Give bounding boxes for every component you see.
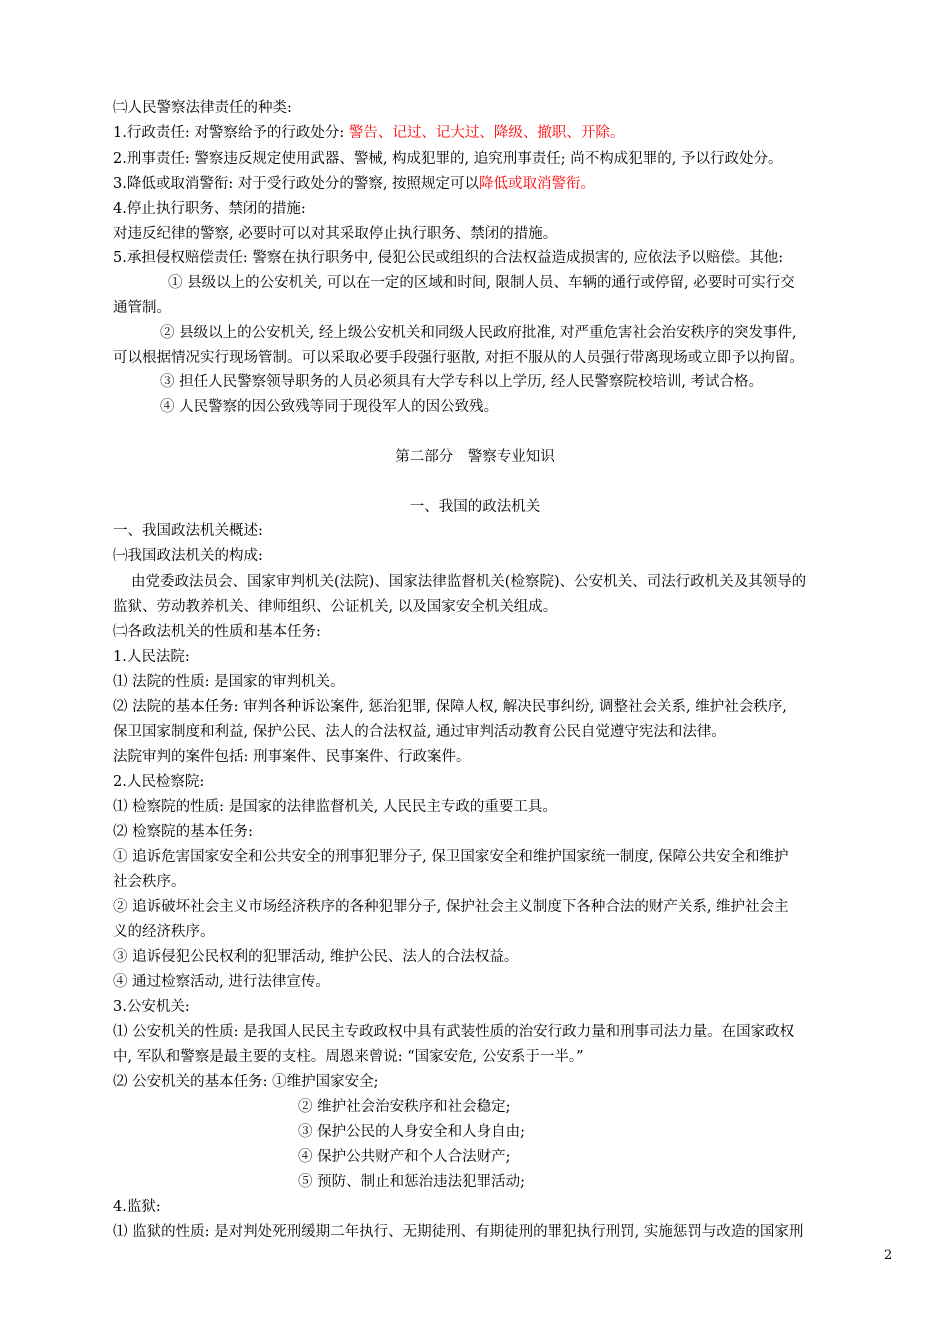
subsection-heading: ㈡各政法机关的性质和基本任务: <box>113 624 321 640</box>
text-line: ⑴ 监狱的性质: 是对判处死刑缓期二年执行、无期徒刑、有期徒刑的罪犯执行刑罚, 实施惩罚与改造的国家刑 <box>113 1224 804 1240</box>
text-line: ⑴ 公安机关的性质: 是我国人民民主专政政权中具有武装性质的治安行政力量和刑事司法力量。在国家政权 <box>113 1024 795 1040</box>
text-line: 监狱、劳动教养机关、律师组织、公证机关, 以及国家安全机关组成。 <box>113 599 558 615</box>
chapter-title: 一、我国的政法机关 <box>409 499 541 515</box>
item-administrative: 1.行政责任: 对警察给予的行政处分: 警告、记过、记大过、降级、撤职、开除。 <box>113 125 625 141</box>
subsection-heading: ㈠我国政法机关的构成: <box>113 548 263 564</box>
page-number: 2 <box>884 1248 893 1263</box>
item-heading: 3.公安机关: <box>113 999 190 1015</box>
text-line: ② 县级以上的公安机关, 经上级公安机关和同级人民政府批准, 对严重危害社会治安秩序的突发事件, <box>160 325 797 341</box>
text-line: ③ 担任人民警察领导职务的人员必须具有大学专科以上学历, 经人民警察院校培训, 考试合格。 <box>160 374 764 390</box>
text-line: 对违反纪律的警察, 必要时可以对其采取停止执行职务、禁闭的措施。 <box>113 226 558 242</box>
part-title: 第二部分 警察专业知识 <box>395 449 555 465</box>
text-line: ⑵ 公安机关的基本任务: ①维护国家安全; <box>113 1074 379 1090</box>
text-line: ⑵ 检察院的基本任务: <box>113 824 253 840</box>
text-line: ⑴ 法院的性质: 是国家的审判机关。 <box>113 674 345 690</box>
text-line: ⑵ 法院的基本任务: 审判各种诉讼案件, 惩治犯罪, 保障人权, 解决民事纠纷, 调整社会关系, 维护社会秩序, <box>113 699 787 715</box>
highlight-red: 降低或取消警衔。 <box>479 176 596 192</box>
text-line: ② 维护社会治安秩序和社会稳定; <box>298 1099 511 1115</box>
text-line: 通管制。 <box>113 300 171 316</box>
text-line: ④ 人民警察的因公致残等同于现役军人的因公致残。 <box>160 399 499 415</box>
text-line: ① 县级以上的公安机关, 可以在一定的区域和时间, 限制人员、车辆的通行或停留, 必要时可实行交 <box>168 275 795 291</box>
item-rank: 3.降低或取消警衔: 对于受行政处分的警察, 按照规定可以降低或取消警衔。 <box>113 176 596 192</box>
text-line: ⑴ 检察院的性质: 是国家的法律监督机关, 人民民主专政的重要工具。 <box>113 799 557 815</box>
highlight-red: 警告、记过、记大过、降级、撤职、开除。 <box>348 125 625 141</box>
text-line: ④ 通过检察活动, 进行法律宣传。 <box>113 974 330 990</box>
item-heading: 2.人民检察院: <box>113 774 205 790</box>
text-line: 中, 军队和警察是最主要的支柱。周恩来曾说: “国家安危, 公安系于一半。” <box>113 1049 584 1065</box>
section-heading: 一、我国政法机关概述: <box>113 523 263 539</box>
section-heading: ㈡人民警察法律责任的种类: <box>113 100 292 116</box>
text-line: ③ 保护公民的人身安全和人身自由; <box>298 1124 525 1140</box>
text-line: 由党委政法员会、国家审判机关(法院)、国家法律监督机关(检察院)、公安机关、司法行政机关及其领导的 <box>131 574 807 590</box>
text-line: 义的经济秩序。 <box>113 924 215 940</box>
item-heading: 1.人民法院: <box>113 649 190 665</box>
text-line: 保卫国家制度和利益, 保护公民、法人的合法权益, 通过审判活动教育公民自觉遵守宪法和法律。 <box>113 724 726 740</box>
text-line: 社会秩序。 <box>113 874 186 890</box>
text-line: ③ 追诉侵犯公民权利的犯罪活动, 维护公民、法人的合法权益。 <box>113 949 519 965</box>
item-criminal: 2.刑事责任: 警察违反规定使用武器、警械, 构成犯罪的, 追究刑事责任; 尚不构成犯罪的, 予以行政处分。 <box>113 151 783 167</box>
item-suspension: 4.停止执行职务、禁闭的措施: <box>113 201 306 217</box>
text-line: ⑤ 预防、制止和惩治违法犯罪活动; <box>298 1174 525 1190</box>
text-line: 法院审判的案件包括: 刑事案件、民事案件、行政案件。 <box>113 749 471 765</box>
item-heading: 4.监狱: <box>113 1199 161 1215</box>
text-line: 可以根据情况实行现场管制。可以采取必要手段强行驱散, 对拒不服从的人员强行带离现场或立即予以拘留。 <box>113 350 804 366</box>
item-compensation: 5.承担侵权赔偿责任: 警察在执行职务中, 侵犯公民或组织的合法权益造成损害的, 应依法予以赔偿。其他: <box>113 250 784 266</box>
text-line: ① 追诉危害国家安全和公共安全的刑事犯罪分子, 保卫国家安全和维护国家统一制度, 保障公共安全和维护 <box>113 849 789 865</box>
text-line: ② 追诉破坏社会主义市场经济秩序的各种犯罪分子, 保护社会主义制度下各种合法的财产关系, 维护社会主 <box>113 899 789 915</box>
text-line: ④ 保护公共财产和个人合法财产; <box>298 1149 511 1165</box>
